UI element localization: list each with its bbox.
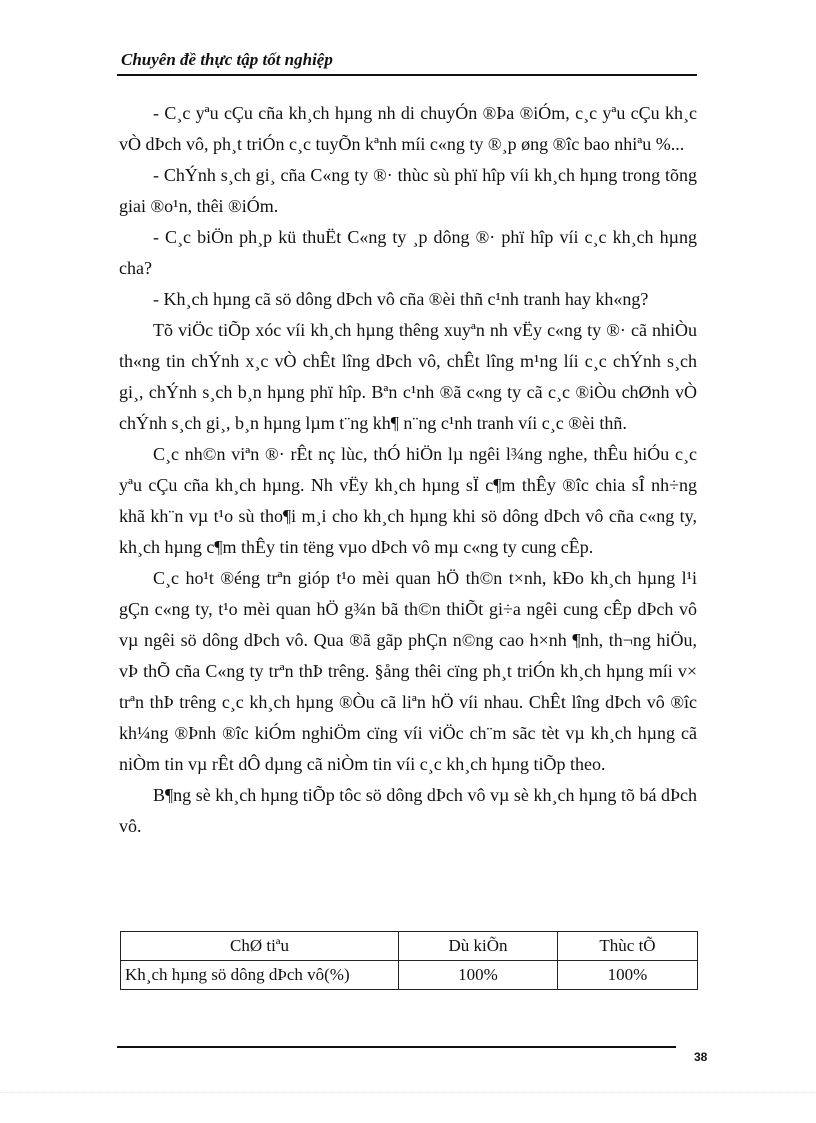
table-cell: Kh¸ch hµng sö dông dÞch vô(%) <box>121 961 399 990</box>
paragraph-technical-measures: - C¸c biÖn ph¸p kü thuËt C«ng ty ¸p dông ®· phï hîp víi c¸c kh¸ch hµng cha? <box>119 227 697 278</box>
page-bottom-edge <box>0 1092 816 1093</box>
table-row <box>121 961 698 990</box>
paragraph-pricing-policy: - ChÝnh s¸ch gi¸ cña C«ng ty ®· thùc sù phï hîp víi kh¸ch hµng trong tõng giai ®o¹n, thêi ®iÓm. <box>119 165 697 216</box>
table-cell: 100% <box>558 961 698 990</box>
document-body <box>119 98 697 842</box>
table-header-cell: Thùc tÕ <box>558 932 698 961</box>
header-divider <box>117 74 697 76</box>
paragraph-competitor-question: - Kh¸ch hµng cã sö dông dÞch vô cña ®èi thñ c¹nh tranh hay kh«ng? <box>153 289 649 309</box>
table-cell: 100% <box>399 961 558 990</box>
paragraph-relationship-activities: C¸c ho¹t ®éng trªn gióp t¹o mèi quan hÖ th©n t×nh, kÐo kh¸ch hµng l¹i gÇn c«ng ty, t¹o mèi quan hÖ g¾n bã th©n thiÕt gi÷a ngêi cung cÊp dÞch vô vµ ngêi sö dông dÞch vô. Qua ®ã gãp phÇn n©ng cao h×nh ¶nh, th¬ng hiÖu, vÞ thÕ cña C«ng ty trªn thÞ trêng. §ång thêi cïng ph¸t triÓn kh¸ch hµng míi v× trªn thÞ trêng c¸c kh¸ch hµng ®Òu cã liªn hÖ víi nhau. ChÊt lîng dÞch vô ®îc kh¼ng ®Þnh ®îc kiÓm nghiÖm cïng víi viÖc ch¨m sãc tèt vµ kh¸ch hµng cã niÒm tin vµ rÊt dÔ dµng cã niÒm tin víi c¸c kh¸ch hµng tiÕp theo. <box>119 568 697 774</box>
page-header-title: Chuyên đề thực tập tốt nghiệp <box>121 50 333 69</box>
paragraph-table-caption: B¶ng sè kh¸ch hµng tiÕp tôc sö dông dÞch vô vµ sè kh¸ch hµng tõ bá dÞch vô. <box>119 785 697 836</box>
customer-retention-table <box>120 931 698 990</box>
table-header-cell: ChØ tiªu <box>121 932 399 961</box>
page-number: 38 <box>694 1050 708 1064</box>
paragraph-customer-contact: Tõ viÖc tiÕp xóc víi kh¸ch hµng thêng xuyªn nh vËy c«ng ty ®· cã nhiÒu th«ng tin chÝnh x¸c vÒ chÊt lîng dÞch vô, chÊt lîng m¹ng líi c¸c chÝnh s¸ch gi¸, chÝnh s¸ch b¸n hµng phï hîp. Bªn c¹nh ®ã c«ng ty cã c¸c ®iÒu chØnh vÒ chÝnh s¸ch gi¸, b¸n hµng lµm t¨ng kh¶ n¨ng c¹nh tranh víi c¸c ®èi thñ. <box>119 320 697 433</box>
paragraph-staff-effort: C¸c nh©n viªn ®· rÊt nç lùc, thÓ hiÖn lµ ngêi l¾ng nghe, thÊu hiÓu c¸c yªu cÇu cña kh¸ch hµng. Nh vËy kh¸ch hµng sÏ c¶m thÊy ®îc chia sÎ nh÷ng khã kh¨n vµ t¹o sù tho¶i m¸i cho kh¸ch hµng khi sö dông dÞch vô cña c«ng ty, kh¸ch hµng c¶m thÊy tin tëng vµo dÞch vô mµ c«ng ty cung cÊp. <box>119 444 697 557</box>
footer-divider <box>117 1046 676 1048</box>
paragraph-customer-requirements: - C¸c yªu cÇu cña kh¸ch hµng nh di chuyÓn ®Þa ®iÓm, c¸c yªu cÇu kh¸c vÒ dÞch vô, ph¸t triÓn c¸c tuyÕn kªnh míi c«ng ty ®¸p øng ®îc bao nhiªu %... <box>119 103 697 154</box>
table-header-cell: Dù kiÕn <box>399 932 558 961</box>
table-header-row <box>121 932 698 961</box>
